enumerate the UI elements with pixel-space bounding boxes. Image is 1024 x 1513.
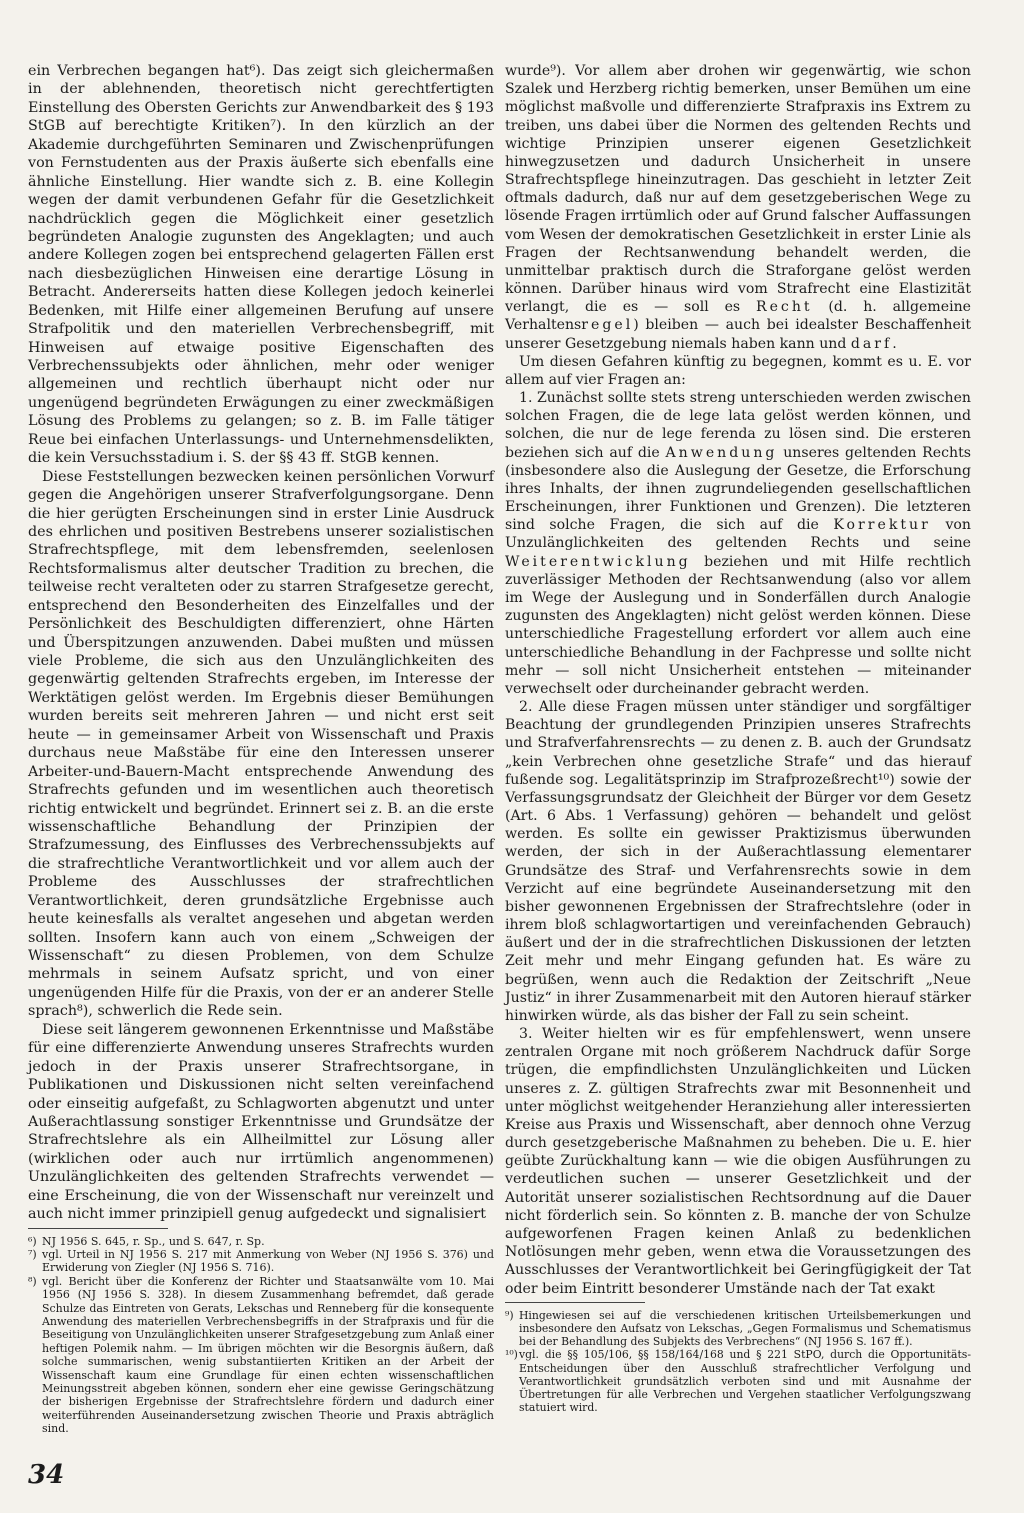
- footnote-text: Hingewiesen sei auf die verschiedenen kritischen Urteilsbemerkungen und insbesondere den Aufsatz von Lekschas, „Gegen Formalismus und Schematismus bei der Behandlung des Subjekts des Verbrechens“ (NJ 1956 S. 167 ff.).: [519, 1308, 971, 1349]
- footnote-mark: ⁷): [28, 1247, 37, 1261]
- text-run: (d. h. allgemeine Verhaltens: [505, 299, 971, 334]
- footnote-7: [28, 1248, 494, 1275]
- right-paragraph-1: [505, 62, 971, 353]
- emphasis-darf: darf: [850, 335, 893, 352]
- text-run: von Unzulänglichkeiten des geltenden Rechts und seine: [505, 517, 971, 552]
- right-paragraph-4: 2. Alle diese Fragen müssen unter ständiger und sorgfältiger Beachtung der grundlegenden Prinzipien unseres Strafrechts und Strafverfahrensrechts — zu denen z. B. auch der Grundsatz „kein Verbrechen ohne gesetzliche Strafe“ und das hierauf fußende sog. Legalitätsprinzip im Strafprozeßrecht¹⁰) sowie der Verfassungsgrundsatz der Gleichheit der Bürger vor dem Gesetz (Art. 6 Abs. 1 Verfassung) gehören — behandelt und gelöst werden. Es sollte ein gewisser Praktizismus überwunden werden, der sich in der Außerachtlassung elementarer Grundsätze des Straf- und Verfahrensrechts sowie in dem Verzicht auf eine begründete Auseinandersetzung mit den bisher gewonnenen Ergebnissen der Strafrechtslehre (oder in ihrem bloß schlagwortartigen und vereinfachenden Gebrauch) äußert und der in die strafrechtlichen Diskussionen der letzten Zeit mehr und mehr Eingang gefunden hat. Es wäre zu begrüßen, wenn auch die Redaktion der Zeitschrift „Neue Justiz“ in ihrer Zusammenarbeit mit den Autoren hierauf stärker hinwirken würde, als das bisher der Fall zu sein scheint.: [505, 699, 971, 1024]
- text-run: 1. Zunächst sollte stets streng unterschieden werden zwischen solchen Fragen, die de lege lata gelöst werden können, und solchen, die nur de lege ferenda zu lösen sind. Die ersteren beziehen sich auf die: [505, 390, 971, 461]
- right-column: [505, 62, 971, 1414]
- text-run: .: [892, 335, 897, 352]
- left-paragraph-2: Diese Feststellungen bezwecken keinen persönlichen Vorwurf gegen die Angehörigen unserer Strafverfolgungsorgane. Denn die hier gerügten Erscheinungen sind in erster Linie Ausdruck des ehrlichen und positiven Bestrebens unserer sozialistischen Strafrechtspflege, mit dem lebensfremden, seelenlosen Rechtsformalismus alter deutscher Tradition zu brechen, die teilweise recht veralteten oder zu starren Strafgesetze gerecht, entsprechend den Besonderheiten des Einzelfalles und der Persönlichkeit des Beschuldigten differenziert, ohne Härten und Überspitzungen anzuwenden. Dabei mußten und müssen viele Probleme, die sich aus den Unzulänglichkeiten des gegenwärtig geltenden Strafrechts ergeben, im Interesse der Werktätigen gelöst werden. Im Ergebnis dieser Bemühungen wurden bereits seit mehreren Jahren — und nicht erst seit heute — in gemeinsamer Arbeit von Wissenschaft und Praxis durchaus neue Maßstäbe für eine den Interessen unserer Arbeiter-und-Bauern-Macht entsprechende Anwendung des Strafrechts gefunden und im wesentlichen auch theoretisch richtig entwickelt und begründet. Erinnert sei z. B. an die erste wissenschaftliche Behandlung der Prinzipien der Strafzumessung, des Einflusses des Verbrechenssubjekts auf die strafrechtliche Verantwortlichkeit und vor allem auch der Probleme des Ausschlusses der strafrechtlichen Verantwortlichkeit, deren grundsätzliche Ergebnisse auch heute keinesfalls als veraltet angesehen und abgetan werden sollten. Insofern kann auch von einem „Schweigen der Wissenschaft“ zu diesen Problemen, von dem Schulze mehrmals in seinem Aufsatz spricht, und von einer ungenügenden Hilfe für die Praxis, von der er an anderer Stelle sprach⁸), schwerlich die Rede sein.: [28, 468, 494, 1020]
- footnote-mark: ⁶): [28, 1234, 37, 1248]
- footnote-mark: ¹⁰): [505, 1348, 518, 1362]
- page-number: 34: [28, 1460, 65, 1490]
- left-column: [28, 62, 494, 1436]
- emphasis-regel: regel: [581, 317, 634, 334]
- footnote-separator: [28, 1228, 168, 1229]
- left-paragraph-3: Diese seit längerem gewonnenen Erkenntnisse und Maßstäbe für eine differenzierte Anwendung unseres Strafrechts wurden jedoch in der Praxis unserer Strafrechtsorgane, in Publikationen und Diskussionen nicht selten vereinfachend oder einseitig aufgefaßt, zu Schlagworten abgenutzt und unter Außerachtlassung sonstiger Erkenntnisse und Grundsätze der Strafrechtslehre als ein Allheilmittel zur Lösung aller (wirklichen oder auch nur irrtümlich angenommenen) Unzulänglichkeiten des geltenden Strafrechts verwendet — eine Erscheinung, die von der Wissenschaft nur vereinzelt und auch nicht immer prinzipiell genug aufgedeckt und signalisiert: [28, 1021, 494, 1223]
- footnote-10: [505, 1348, 971, 1414]
- right-paragraph-2: Um diesen Gefahren künftig zu begegnen, kommt es u. E. vor allem auf vier Fragen an:: [505, 353, 971, 388]
- emphasis-korrektur: Korrektur: [833, 517, 931, 534]
- footnote-6: [28, 1235, 494, 1248]
- text-run: ) bleiben — auch bei idealster Beschaffenheit unserer Gesetzgebung niemals haben kann und: [505, 317, 971, 352]
- footnote-text: vgl. Bericht über die Konferenz der Richter und Staatsanwälte vom 10. Mai 1956 (NJ 1956 S. 328). In diesem Zusammenhang befremdet, daß gerade Schulze das Eintreten von Gerats, Lekschas und Renneberg für die konsequente Anwendung des materiellen Verbrechensbegriffs in der Strafpraxis und für die Beseitigung von Unzulänglichkeiten unserer Strafgesetzgebung zum Anlaß einer heftigen Polemik nahm. — Im übrigen möchten wir die Besorgnis äußern, daß solche summarischen, wenig substantiierten Kritiken an der Arbeit der Wissenschaft kaum eine Grundlage für einen echten wissenschaftlichen Meinungsstreit abgeben können, sondern eher eine gewisse Geringschätzung der bisherigen Ergebnisse der Strafrechtslehre fördern und dadurch einer weiterführenden Auseinandersetzung zwischen Theorie und Praxis abträglich sind.: [42, 1274, 494, 1436]
- footnote-mark: ⁸): [28, 1274, 37, 1288]
- text-run: unseres geltenden Rechts (insbesondere also die Auslegung der Gesetze, die Erforschung ihres Inhalts, der ihnen zugrundeliegenden gesellschaftlichen Erscheinungen, ihrer Funktionen und Grenzen). Die letzteren sind solche Fragen, die sich auf die: [505, 444, 972, 534]
- emphasis-recht: Recht: [755, 299, 813, 316]
- text-run: wurde⁹). Vor allem aber drohen wir gegenwärtig, wie schon Szalek und Herzberg richtig bemerken, unser Bemühen um eine möglichst maßvolle und differenzierte Strafpraxis ins Extrem zu treiben, uns dabei über die Normen des geltenden Rechts und wichtige Prinzipien unserer eigenen Gesetzlichkeit hinwegzusetzen und dadurch Unsicherheit in unsere Strafrechtspflege hineinzutragen. Das geschieht in letzter Zeit oftmals dadurch, daß nur auf dem gesetzgeberischen Wege zu lösende Fragen irrtümlich oder auf Grund falscher Auffassungen vom Wesen der demokratischen Gesetzlichkeit in erster Linie als Fragen der Rechtsanwendung behandelt werden, die unmittelbar praktisch durch die Straforgane gelöst werden können. Darüber hinaus wird vom Strafrecht eine Elastizität verlangt, die es — soll es: [505, 63, 971, 316]
- footnote-text: vgl. Urteil in NJ 1956 S. 217 mit Anmerkung von Weber (NJ 1956 S. 376) und Erwiderung von Ziegler (NJ 1956 S. 716).: [42, 1247, 494, 1275]
- footnote-separator: [505, 1302, 645, 1303]
- footnote-text: NJ 1956 S. 645, r. Sp., und S. 647, r. Sp.: [42, 1234, 265, 1248]
- footnote-mark: ⁹): [505, 1308, 514, 1322]
- text-run: beziehen und mit Hilfe rechtlich zuverlässiger Methoden der Rechtsanwendung (also vor allem im Wege der Auslegung und in Sonderfällen durch Analogie zugunsten des Angeklagten) nicht gelöst werden können. Diese unterschiedliche Fragestellung erfordert vor allem auch eine unterschiedliche Behandlung in der Fachpresse und sollte nicht mehr — soll nicht Unsicherheit entstehen — miteinander verwechselt oder durcheinander gebracht werden.: [505, 553, 972, 697]
- right-paragraph-5: 3. Weiter hielten wir es für empfehlenswert, wenn unsere zentralen Organe mit noch größerem Nachdruck dafür Sorge trügen, die empfindlichsten Unzulänglichkeiten und Lücken unseres z. Z. gültigen Strafrechts zwar mit Besonnenheit und unter möglichst weitgehender Heranziehung aller interessierten Kreise aus Praxis und Wissenschaft, aber dennoch ohne Verzug durch gesetzgeberische Maßnahmen zu beheben. Die u. E. hier geübte Zurückhaltung kann — wie die obigen Ausführungen zu verdeutlichen suchen — unserer Gesetzlichkeit und der Autorität unserer sozialistischen Rechtsordnung auf die Dauer nicht förderlich sein. So könnten z. B. manche der von Schulze aufgeworfenen Fragen keinen Anlaß zu bedenklichen Notlösungen mehr geben, wenn etwa die Voraussetzungen des Ausschlusses der Verantwortlichkeit bei Geringfügigkeit der Tat oder beim Eintritt besonderer Umstände nach der Tat exakt: [505, 1026, 971, 1297]
- footnote-9: [505, 1309, 971, 1349]
- footnote-8: [28, 1275, 494, 1436]
- emphasis-anwendung: Anwendung: [665, 444, 778, 461]
- left-paragraph-1: ein Verbrechen begangen hat⁶). Das zeigt sich gleichermaßen in der ablehnenden, theoretisch nicht gerechtfertigten Einstellung des Obersten Gerichts zur Anwendbarkeit des § 193 StGB auf berechtigte Kritiken⁷). In den kürzlich an der Akademie durchgeführten Seminaren und Zwischenprüfungen von Fernstudenten aus der Praxis äußerte sich ebenfalls eine ähnliche Einstellung. Hier wandte sich z. B. eine Kollegin wegen der damit verbundenen Gefahr für die Gesetzlichkeit nachdrücklich gegen die Möglichkeit einer gesetzlich begründeten Analogie zugunsten des Angeklagten; und auch andere Kollegen zogen bei entsprechend gelagerten Fällen erst nach diesbezüglichen Hinweisen eine derartige Lösung in Betracht. Andererseits hatten diese Kollegen jedoch keinerlei Bedenken, mit Hilfe einer allgemeinen Berufung auf unsere Strafpolitik und den materiellen Verbrechensbegriff, mit Hinweisen auf etwaige positive Eigenschaften des Verbrechenssubjekts oder ähnlichen, mehr oder weniger allgemeinen und rechtlich überhaupt nicht oder nur ungenügend begründeten Erwägungen zu einer zweckmäßigen Lösung des Problems zu gelangen; so z. B. im Falle tätiger Reue bei einfachen Unterlassungs- und Unternehmensdelikten, die kein Versuchsstadium i. S. der §§ 43 ff. StGB kennen.: [28, 63, 494, 467]
- right-paragraph-3: [505, 389, 971, 698]
- emphasis-weiterentwicklung: Weiterentwicklung: [505, 553, 691, 570]
- footnote-text: vgl. die §§ 105/106, §§ 158/164/168 und § 221 StPO, durch die Opportunitäts-Entscheidungen über den Ausschluß strafrechtlicher Verfolgung und Verantwortlichkeit grundsätzlich verboten sind und mit Ausnahme der Übertretungen für alle Verbrechen und Vergehen staatlicher Verfolgungszwang statuiert wird.: [519, 1348, 971, 1415]
